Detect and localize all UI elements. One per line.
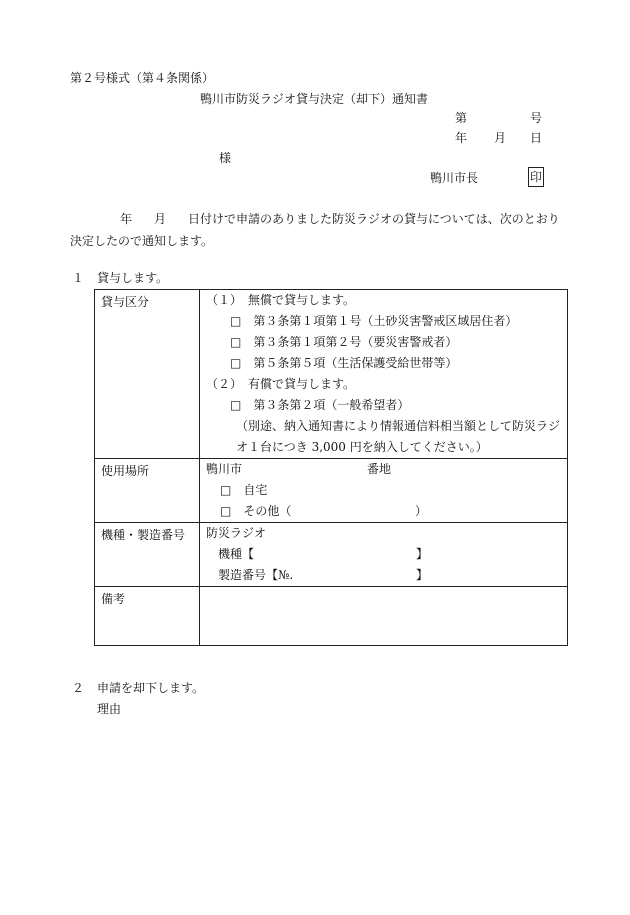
table-row: [95, 587, 568, 646]
section1-title: 貸与します。: [97, 271, 169, 285]
table-row: [95, 523, 568, 587]
model-close: 】: [416, 547, 429, 561]
section2-title: 申請を却下します。: [97, 681, 205, 695]
reason-label: 理由: [97, 702, 122, 716]
seal-mark: 印: [528, 167, 544, 187]
place-label: 使用場所: [95, 459, 200, 523]
serial-close: 】: [416, 568, 429, 582]
table-row: [95, 290, 568, 459]
lending-table: [94, 289, 568, 646]
option-disaster-vulnerable: □ 第３条第１項第２号（要災害警戒者）: [230, 335, 458, 349]
option-welfare: □ 第５条第５項（生活保護受給世帯等）: [230, 356, 458, 370]
model-open: 機種【: [218, 547, 255, 561]
payment-note: （別途、納入通知書により情報通信料相当額として防災ラジオ１台につき 3,000 円を納入してください。）: [236, 419, 561, 454]
doc-number-suffix: 号: [530, 111, 543, 125]
place-address-line: [200, 459, 567, 480]
place-home-option: □ 自宅: [220, 483, 268, 497]
option-landslide: □ 第３条第１項第１号（土砂災害警戒区域居住者）: [230, 314, 518, 328]
serial-open: 製造番号【№.: [218, 568, 294, 582]
remarks-label: 備考: [95, 587, 200, 646]
notice-paragraph: [70, 208, 565, 252]
date-year: 年: [455, 131, 468, 145]
form-number: 第２号様式（第４条関係）: [70, 71, 215, 85]
issuer-name: 鴨川市長: [430, 171, 479, 185]
place-other-close: ）: [415, 504, 428, 518]
doc-number-prefix: 第: [455, 111, 468, 125]
option-general: □ 第３条第２項（一般希望者）: [230, 398, 410, 412]
paid-lending: （２） 有償で貸与します。: [206, 377, 356, 391]
addressee-suffix: 様: [219, 151, 232, 165]
remarks-content: [200, 587, 568, 646]
free-lending: （１） 無償で貸与します。: [206, 293, 356, 307]
place-city: 鴨川市: [206, 462, 243, 476]
model-line: [200, 544, 567, 565]
category-content: [200, 290, 568, 459]
document-title: 鴨川市防災ラジオ貸与決定（却下）通知書: [200, 92, 429, 106]
date-day: 日: [530, 131, 543, 145]
paragraph-month: 月: [154, 212, 167, 226]
paragraph-year: 年: [120, 212, 133, 226]
serial-line: [200, 565, 567, 586]
section1-number: １: [72, 271, 85, 285]
model-content: [200, 523, 568, 587]
place-content: [200, 459, 568, 523]
place-other-line: [200, 501, 567, 522]
table-row: [95, 459, 568, 523]
date-month: 月: [494, 131, 507, 145]
place-banchi: 番地: [367, 462, 392, 476]
model-label: 機種・製造番号: [95, 523, 200, 587]
category-label: 貸与区分: [95, 290, 200, 459]
section2-number: ２: [72, 681, 85, 695]
model-name: 防災ラジオ: [206, 526, 267, 540]
place-other-option: □ その他（: [220, 504, 292, 518]
paragraph-text: 日付けで申請のありました防災ラジオの貸与については、次のとおり決定したので通知します。: [70, 212, 560, 248]
